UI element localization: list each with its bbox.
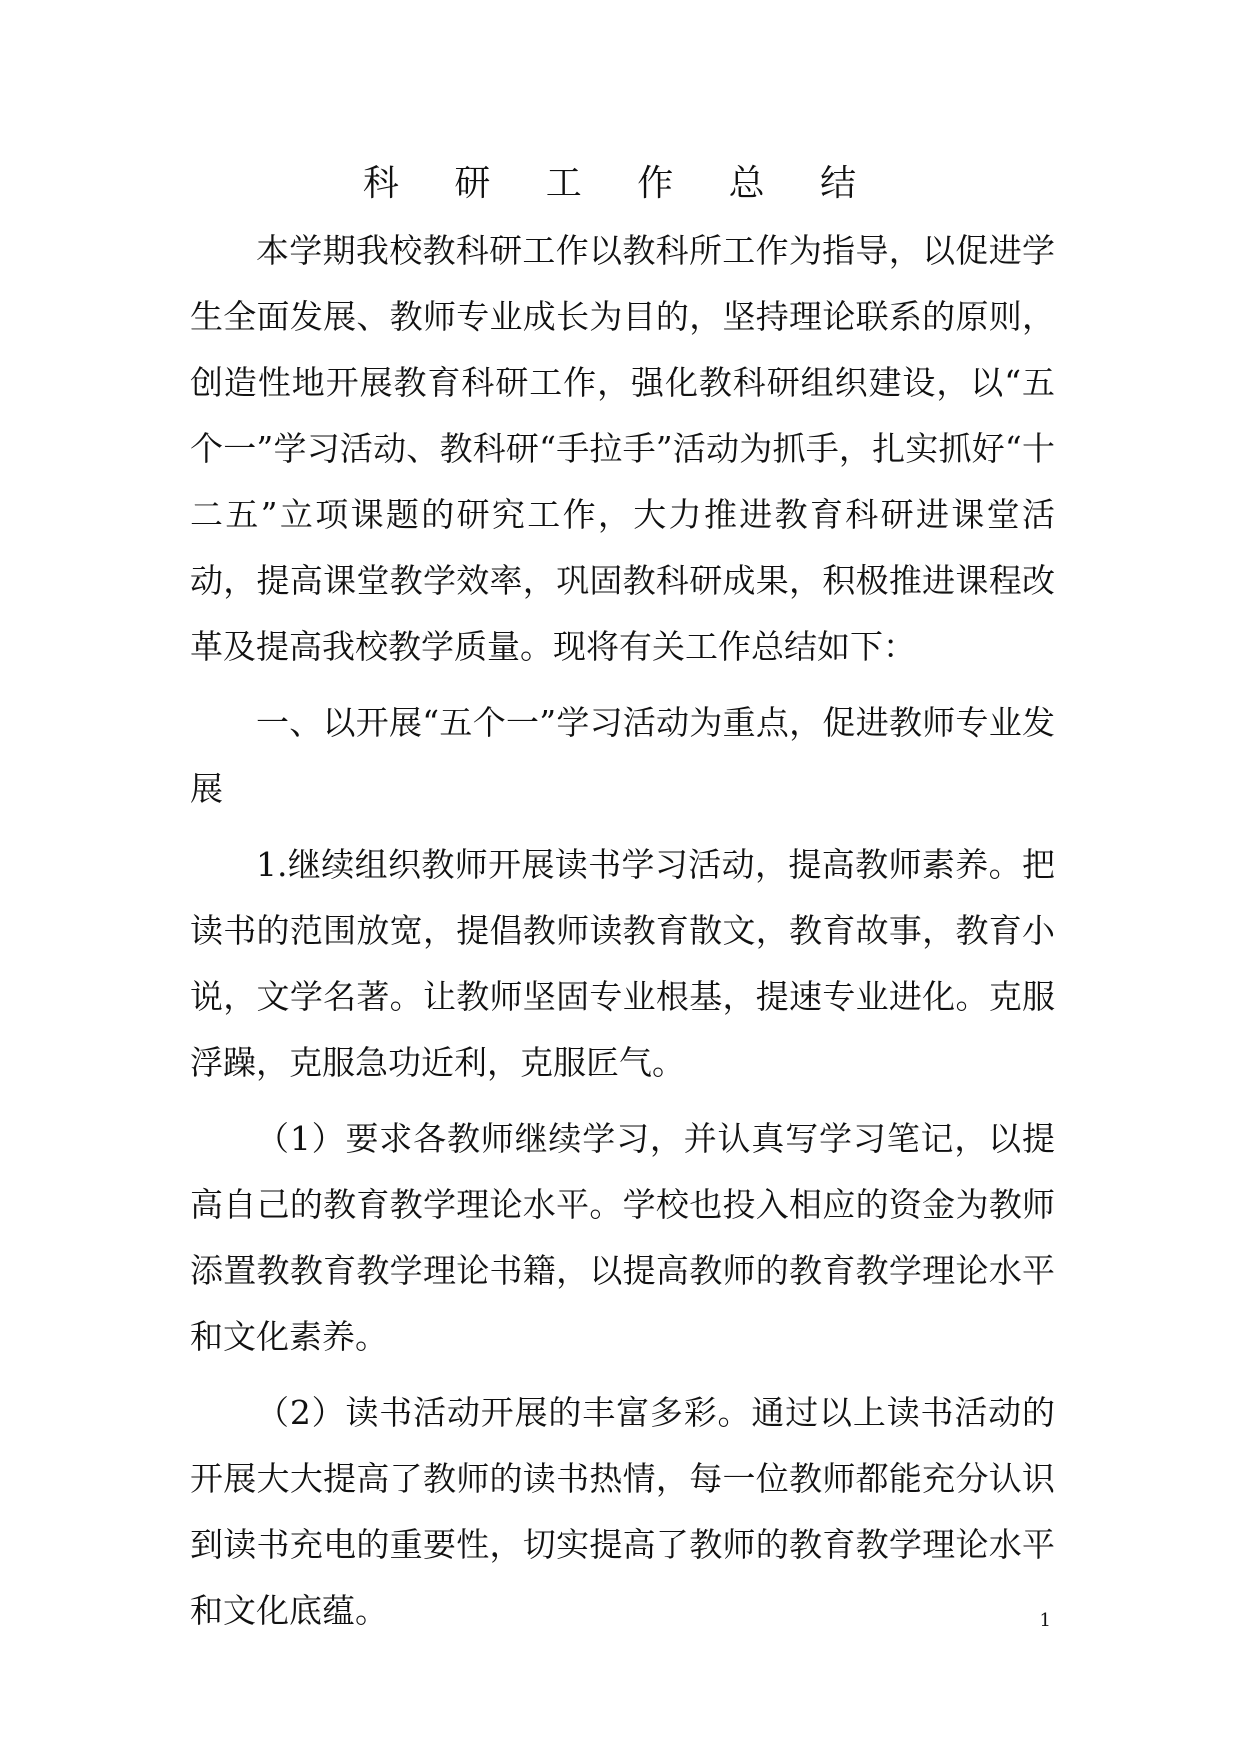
document-title: 科 研 工 作 总 结 (362, 163, 879, 204)
paragraph-intro: 本学期我校教科研工作以教科所工作为指导，以促进学生全面发展、教师专业成长为目的，坚持理论联系的原则，创造性地开展教育科研工作，强化教科研组织建设，以“五个一”学习活动、教科研“手拉手”活动为抓手，扎实抓好“十二五”立项课题的研究工作，大力推进教育科研进课堂活动，提高课堂教学效率，巩固教科研成果，积极推进课程改革及提高我校教学质量。现将有关工作总结如下： (190, 231, 1055, 666)
paragraph-item-1: 1.继续组织教师开展读书学习活动，提高教师素养。把读书的范围放宽，提倡教师读教育散文，教育故事，教育小说，文学名著。让教师坚固专业根基，提速专业进化。克服浮躁，克服急功近利，克服匠气。 (190, 845, 1055, 1082)
paragraph-subitem-1: （1）要求各教师继续学习，并认真写学习笔记，以提高自己的教育教学理论水平。学校也投入相应的资金为教师添置教教育教学理论书籍，以提高教师的教育教学理论水平和文化素养。 (190, 1119, 1055, 1356)
paragraph-subitem-2: （2）读书活动开展的丰富多彩。通过以上读书活动的开展大大提高了教师的读书热情，每一位教师都能充分认识到读书充电的重要性，切实提高了教师的教育教学理论水平和文化底蕴。 (190, 1393, 1055, 1630)
page-number: 1 (1039, 1610, 1051, 1631)
section-heading-1: 一、以开展“五个一”学习活动为重点，促进教师专业发展 (190, 703, 1055, 808)
document-body (190, 218, 1055, 1644)
